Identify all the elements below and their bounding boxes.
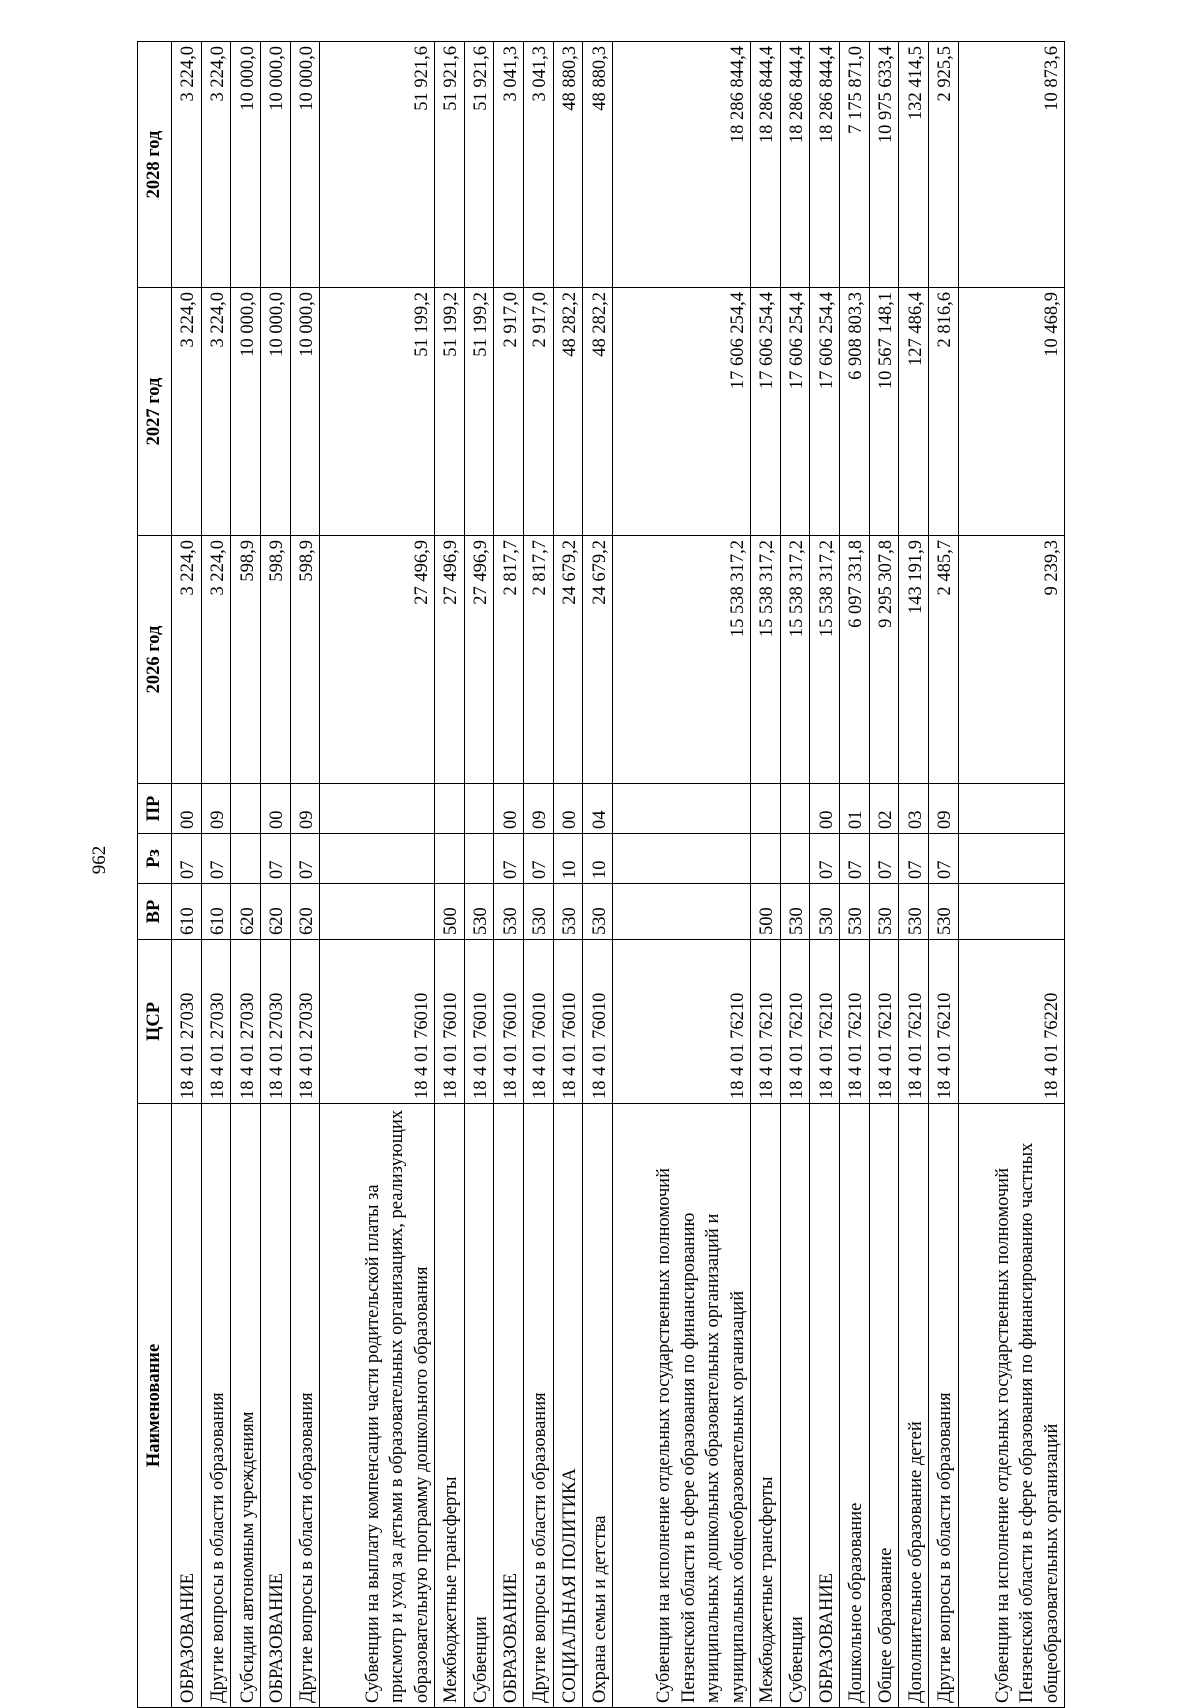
cell-vr: 620 [231,884,261,940]
cell-2028: 51 921,6 [434,42,464,288]
table-row [613,42,751,1708]
table-row [929,42,959,1708]
cell-pr: 00 [810,784,840,834]
table-row [553,42,583,1708]
cell-2027: 17 606 254,4 [780,288,810,536]
cell-2028: 10 000,0 [261,42,291,288]
cell-2027: 3 224,0 [201,288,231,536]
cell-vr: 530 [553,884,583,940]
cell-2026: 15 538 317,2 [780,536,810,784]
cell-csr: 18 4 01 76010 [320,940,435,1104]
cell-2027: 10 000,0 [261,288,291,536]
table-row [583,42,613,1708]
budget-table [137,41,1065,1708]
cell-csr: 18 4 01 76210 [613,940,751,1104]
cell-name: Другие вопросы в области образования [290,1104,320,1708]
table-row [201,42,231,1708]
cell-2027: 48 282,2 [553,288,583,536]
cell-2027: 10 000,0 [290,288,320,536]
cell-rz: 07 [494,834,524,884]
cell-2027: 2 816,6 [929,288,959,536]
cell-name: Дополнительное образование детей [899,1104,929,1708]
cell-2026: 9 239,3 [958,536,1064,784]
table-row [320,42,435,1708]
cell-2026: 27 496,9 [434,536,464,784]
cell-vr: 530 [780,884,810,940]
cell-csr: 18 4 01 76210 [869,940,899,1104]
cell-vr: 530 [583,884,613,940]
header-csr: ЦСР [138,940,172,1104]
header-year-2028: 2028 год [138,42,172,288]
cell-2028: 18 286 844,4 [613,42,751,288]
cell-2028: 10 873,6 [958,42,1064,288]
cell-2027: 6 908 803,3 [840,288,870,536]
cell-2027: 17 606 254,4 [810,288,840,536]
cell-vr: 610 [201,884,231,940]
header-year-2026: 2026 год [138,536,172,784]
cell-name: Субвенции [464,1104,494,1708]
cell-2028: 10 000,0 [290,42,320,288]
cell-pr [320,784,435,834]
cell-2028: 3 041,3 [494,42,524,288]
table-row [899,42,929,1708]
cell-pr: 09 [290,784,320,834]
cell-csr: 18 4 01 27030 [231,940,261,1104]
table-row [494,42,524,1708]
cell-2027: 10 468,9 [958,288,1064,536]
cell-vr [613,884,751,940]
cell-vr: 620 [261,884,291,940]
cell-name: Субвенции на исполнение отдельных государственных полномочий Пензенской области в сфере образования по финансированию муниципальных дошкольных образовательных организаций и муниципальных общеобразовательных организаций [613,1104,751,1708]
cell-name: ОБРАЗОВАНИЕ [494,1104,524,1708]
table-row [869,42,899,1708]
header-pr: ПР [138,784,172,834]
cell-name: Дошкольное образование [840,1104,870,1708]
cell-2026: 2 817,7 [524,536,554,784]
cell-rz: 07 [261,834,291,884]
cell-name: Другие вопросы в области образования [201,1104,231,1708]
cell-vr: 530 [840,884,870,940]
cell-rz: 07 [201,834,231,884]
table-row [750,42,780,1708]
table-row [231,42,261,1708]
cell-2026: 15 538 317,2 [613,536,751,784]
cell-2026: 2 485,7 [929,536,959,784]
cell-rz: 10 [583,834,613,884]
table-row [464,42,494,1708]
cell-2026: 3 224,0 [201,536,231,784]
cell-vr: 530 [869,884,899,940]
cell-2028: 3 224,0 [172,42,202,288]
cell-2027: 51 199,2 [464,288,494,536]
cell-2028: 2 925,5 [929,42,959,288]
cell-rz [958,834,1064,884]
cell-vr: 530 [810,884,840,940]
table-row [840,42,870,1708]
cell-rz: 10 [553,834,583,884]
table-header-row [138,42,172,1708]
cell-name: Субвенции на выплату компенсации части родительской платы за присмотр и уход за детьми в образовательных организациях, реализующих образовательную программу дошкольного образования [320,1104,435,1708]
cell-2027: 10 567 148,1 [869,288,899,536]
header-name: Наименование [138,1104,172,1708]
cell-csr: 18 4 01 76210 [810,940,840,1104]
cell-2028: 48 880,3 [583,42,613,288]
cell-pr [434,784,464,834]
cell-vr: 500 [434,884,464,940]
cell-rz: 07 [172,834,202,884]
cell-vr: 620 [290,884,320,940]
cell-vr [958,884,1064,940]
cell-2028: 51 921,6 [464,42,494,288]
cell-csr: 18 4 01 76010 [464,940,494,1104]
cell-rz: 07 [524,834,554,884]
table-row [290,42,320,1708]
cell-name: Общее образование [869,1104,899,1708]
cell-2026: 24 679,2 [553,536,583,784]
cell-name: ОБРАЗОВАНИЕ [261,1104,291,1708]
cell-pr: 02 [869,784,899,834]
cell-name: Субвенции [780,1104,810,1708]
cell-2028: 7 175 871,0 [840,42,870,288]
cell-2028: 10 000,0 [231,42,261,288]
cell-2028: 18 286 844,4 [780,42,810,288]
cell-name: Охрана семьи и детства [583,1104,613,1708]
cell-2026: 6 097 331,8 [840,536,870,784]
header-vr: ВР [138,884,172,940]
cell-vr: 530 [929,884,959,940]
cell-name: Другие вопросы в области образования [929,1104,959,1708]
cell-2027: 51 199,2 [320,288,435,536]
cell-pr: 04 [583,784,613,834]
cell-pr [464,784,494,834]
cell-2026: 24 679,2 [583,536,613,784]
cell-vr: 530 [464,884,494,940]
cell-pr: 00 [553,784,583,834]
table-row [810,42,840,1708]
cell-2028: 18 286 844,4 [810,42,840,288]
cell-2027: 127 486,4 [899,288,929,536]
cell-2027: 2 917,0 [524,288,554,536]
cell-2027: 17 606 254,4 [750,288,780,536]
cell-2028: 3 041,3 [524,42,554,288]
cell-2026: 598,9 [231,536,261,784]
cell-name: СОЦИАЛЬНАЯ ПОЛИТИКА [553,1104,583,1708]
cell-pr: 09 [201,784,231,834]
cell-2026: 143 191,9 [899,536,929,784]
table-row [261,42,291,1708]
cell-csr: 18 4 01 27030 [201,940,231,1104]
cell-name: ОБРАЗОВАНИЕ [810,1104,840,1708]
cell-name: Межбюджетные трансферты [434,1104,464,1708]
cell-2027: 2 917,0 [494,288,524,536]
cell-2026: 15 538 317,2 [810,536,840,784]
cell-pr: 00 [494,784,524,834]
cell-2026: 598,9 [261,536,291,784]
cell-2026: 2 817,7 [494,536,524,784]
cell-name: Межбюджетные трансферты [750,1104,780,1708]
cell-2026: 15 538 317,2 [750,536,780,784]
cell-pr: 09 [929,784,959,834]
cell-vr: 530 [899,884,929,940]
cell-2028: 3 224,0 [201,42,231,288]
cell-rz [320,834,435,884]
cell-rz: 07 [899,834,929,884]
cell-2027: 48 282,2 [583,288,613,536]
cell-2028: 51 921,6 [320,42,435,288]
cell-vr: 530 [524,884,554,940]
cell-csr: 18 4 01 76220 [958,940,1064,1104]
cell-rz [434,834,464,884]
cell-2026: 3 224,0 [172,536,202,784]
cell-2028: 132 414,5 [899,42,929,288]
cell-2028: 10 975 633,4 [869,42,899,288]
table-row [434,42,464,1708]
cell-csr: 18 4 01 76010 [583,940,613,1104]
cell-2026: 27 496,9 [320,536,435,784]
cell-rz [780,834,810,884]
cell-csr: 18 4 01 27030 [261,940,291,1104]
cell-2028: 48 880,3 [553,42,583,288]
cell-2026: 9 295 307,8 [869,536,899,784]
cell-vr: 530 [494,884,524,940]
cell-csr: 18 4 01 76010 [524,940,554,1104]
table-row [780,42,810,1708]
table-row [958,42,1064,1708]
cell-csr: 18 4 01 76210 [929,940,959,1104]
cell-name: Другие вопросы в области образования [524,1104,554,1708]
cell-csr: 18 4 01 76010 [553,940,583,1104]
cell-vr [320,884,435,940]
cell-2027: 3 224,0 [172,288,202,536]
cell-2026: 598,9 [290,536,320,784]
cell-name: ОБРАЗОВАНИЕ [172,1104,202,1708]
cell-pr [780,784,810,834]
cell-2028: 18 286 844,4 [750,42,780,288]
cell-vr: 610 [172,884,202,940]
table-row [524,42,554,1708]
cell-csr: 18 4 01 76010 [494,940,524,1104]
cell-pr [750,784,780,834]
cell-name: Субвенции на исполнение отдельных государственных полномочий Пензенской области в сфере образования по финансированию частных общеобразовательных организаций [958,1104,1064,1708]
cell-csr: 18 4 01 27030 [290,940,320,1104]
cell-vr: 500 [750,884,780,940]
cell-rz [750,834,780,884]
cell-name: Субсидии автономным учреждениям [231,1104,261,1708]
cell-pr: 01 [840,784,870,834]
cell-rz: 07 [840,834,870,884]
cell-2026: 27 496,9 [464,536,494,784]
cell-pr: 09 [524,784,554,834]
cell-2027: 17 606 254,4 [613,288,751,536]
cell-pr: 00 [172,784,202,834]
cell-rz [231,834,261,884]
cell-csr: 18 4 01 76010 [434,940,464,1104]
cell-pr [613,784,751,834]
cell-csr: 18 4 01 76210 [780,940,810,1104]
page-number: 962 [89,845,110,875]
cell-rz [613,834,751,884]
cell-csr: 18 4 01 27030 [172,940,202,1104]
cell-rz: 07 [929,834,959,884]
cell-rz: 07 [810,834,840,884]
cell-2027: 10 000,0 [231,288,261,536]
rotated-page-content [137,42,1065,1708]
cell-pr: 00 [261,784,291,834]
cell-csr: 18 4 01 76210 [899,940,929,1104]
cell-pr [231,784,261,834]
cell-csr: 18 4 01 76210 [840,940,870,1104]
table-row [172,42,202,1708]
cell-rz [464,834,494,884]
cell-rz: 07 [869,834,899,884]
header-year-2027: 2027 год [138,288,172,536]
cell-2027: 51 199,2 [434,288,464,536]
cell-rz: 07 [290,834,320,884]
header-rz: Рз [138,834,172,884]
cell-pr: 03 [899,784,929,834]
cell-csr: 18 4 01 76210 [750,940,780,1104]
cell-pr [958,784,1064,834]
